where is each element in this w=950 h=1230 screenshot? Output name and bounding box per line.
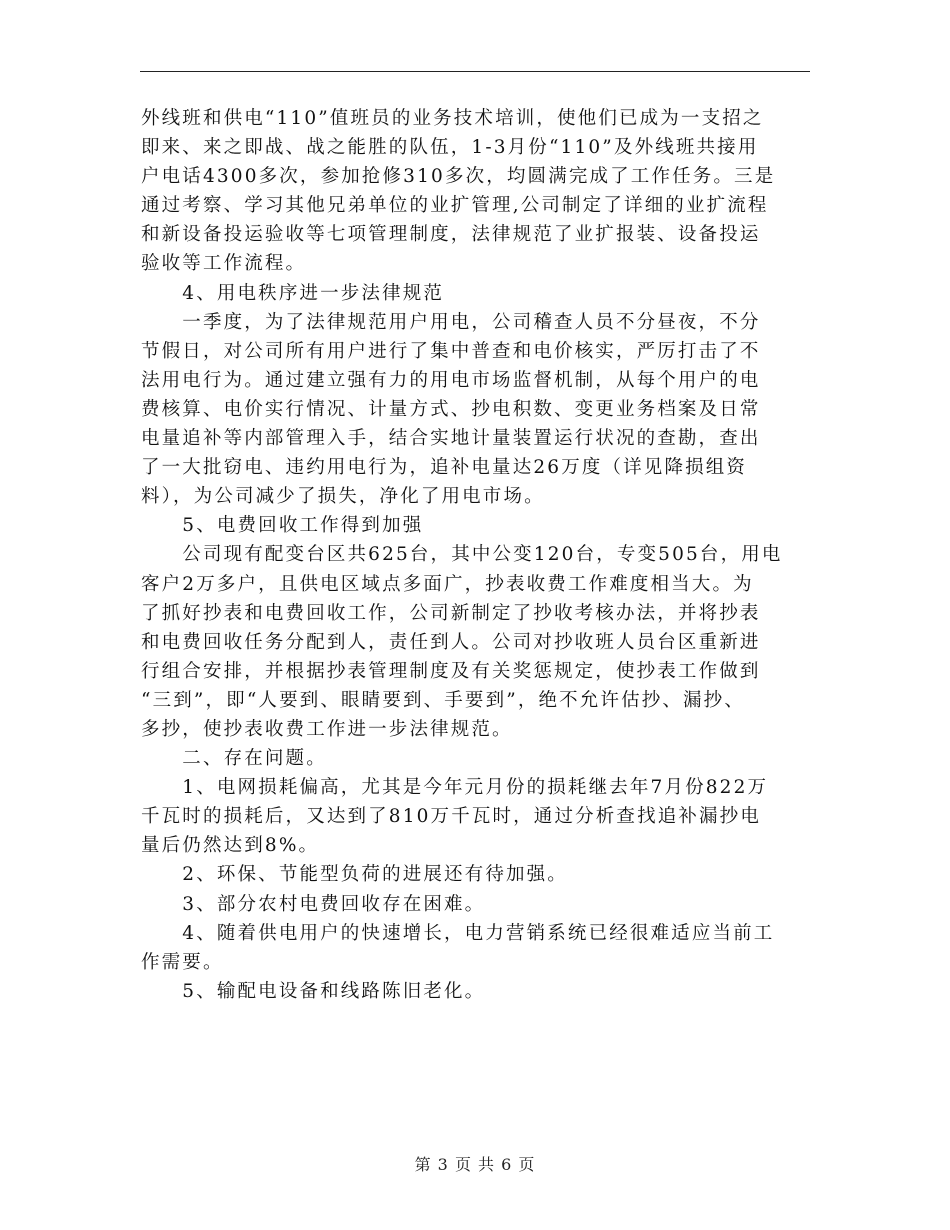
text-line: 外线班和供电“110”值班员的业务技术培训，使他们已成为一支招之 [141,108,764,129]
text-line: 公司现有配变台区共625台，其中公变120台，专变505台，用电 [141,544,783,566]
text-line: 通过考察、学习其他兄弟单位的业扩管理,公司制定了详细的业扩流程 [141,195,769,217]
header-rule [140,71,810,72]
text-line: 千瓦时的损耗后，又达到了810万千瓦时，通过分析查找追补漏抄电 [141,806,761,828]
text-line: 多抄，使抄表收费工作进一步法律规范。 [141,718,513,740]
text-line: 5、电费回收工作得到加强 [141,515,424,537]
text-line: 户电话4300多次，参加抢修310多次，均圆满完成了工作任务。三是 [141,166,776,188]
text-line: 料），为公司减少了损失，净化了用电市场。 [141,486,545,508]
text-line: 和新设备投运验收等七项管理制度，法律规范了业扩报装、设备投运 [141,224,761,246]
text-line: 即来、来之即战、战之能胜的队伍，1-3月份“110”及外线班共接用 [141,137,759,159]
text-line: 费核算、电价实行情况、计量方式、抄电积数、变更业务档案及日常 [141,398,761,420]
text-line: 节假日，对公司所有用户进行了集中普查和电价核实，严厉打击了不 [141,340,761,362]
text-line: 和电费回收任务分配到人，责任到人。公司对抄收班人员台区重新进 [141,631,761,653]
text-line: 5、输配电设备和线路陈旧老化。 [141,980,486,1002]
text-line: 一季度，为了法律规范用户用电，公司稽查人员不分昼夜，不分 [141,311,761,333]
text-line: 二、存在问题。 [141,748,327,770]
text-line: 电量追补等内部管理入手，结合实地计量装置运行状况的查勘，查出 [141,428,761,450]
text-line: 作需要。 [141,951,224,973]
document-body [141,104,811,1006]
text-line: “三到”，即“人要到、眼睛要到、手要到”，绝不允许估抄、漏抄、 [141,689,745,711]
text-line: 4、随着供电用户的快速增长，电力营销系统已经很难适应当前工 [141,922,775,944]
text-line: 客户2万多户，且供电区域点多面广，抄表收费工作难度相当大。为 [141,573,754,595]
text-line: 行组合安排，并根据抄表管理制度及有关奖惩规定，使抄表工作做到 [141,660,761,682]
text-line: 2、环保、节能型负荷的进展还有待加强。 [141,864,568,886]
text-line: 了抓好抄表和电费回收工作，公司新制定了抄收考核办法，并将抄表 [141,602,761,624]
text-line: 了一大批窃电、违约用电行为，追补电量达26万度（详见降损组资 [141,457,748,479]
text-line: 4、用电秩序进一步法律规范 [141,282,445,304]
page-footer: 第 3 页 共 6 页 [414,1155,536,1174]
text-line: 3、部分农村电费回收存在困难。 [141,893,486,915]
text-line: 量后仍然达到8%。 [141,835,320,857]
text-line: 验收等工作流程。 [141,253,307,275]
text-line: 1、电网损耗偏高，尤其是今年元月份的损耗继去年7月份822万 [141,777,769,799]
text-line: 法用电行为。通过建立强有力的用电市场监督机制，从每个用户的电 [141,369,761,391]
